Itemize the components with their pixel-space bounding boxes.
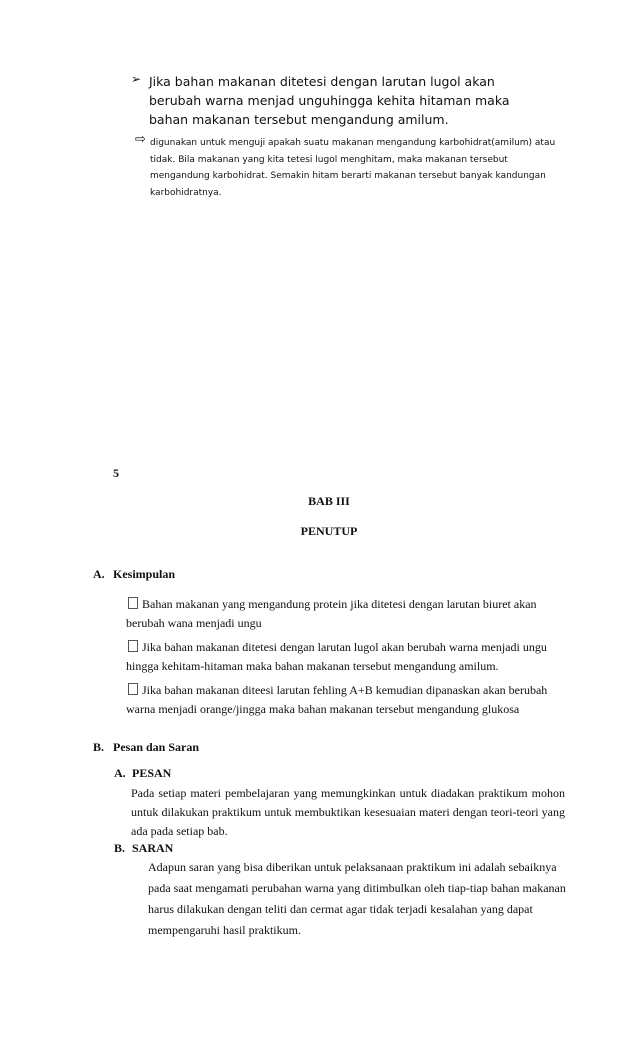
arrowhead-bullet-icon: ➢ [131,72,142,86]
bullet-text-purpose: digunakan untuk menguji apakah suatu makanan mengandung karbohidrat(amilum) atau tidak. Bila makanan yang kita tetesi lugol menghitam, maka makanan tersebut mengandung karbohidrat. Semakin hitam berarti makanan tersebut banyak kandungan karbohidratnya. [150,138,556,198]
missing-glyph-icon [128,683,138,695]
pesan-paragraph: Pada setiap materi pembelajaran yang memungkinkan untuk diadakan praktikum mohon untuk dilakukan praktikum untuk membuktikan kesesuaian materi dengan teori-teori yang ada pada setiap bab. [131,786,565,838]
chapter-title-text: PENUTUP [300,524,358,538]
section-heading-pesan-saran [93,740,199,755]
chapter-title [0,524,638,539]
saran-paragraph: Adapun saran yang bisa diberikan untuk pelaksanaan praktikum ini adalah sebaiknya pada saat mengamati perubahan warna yang ditimbulkan oleh tiap-tiap bahan makanan harus dilakukan dengan teliti dan cermat agar tidak terjadi kesalahan yang dapat mempengaruhi hasil praktikum. [148,860,566,937]
section-title: Kesimpulan [113,567,176,581]
section-heading-kesimpulan [93,567,175,582]
arrow-bullet-icon: ⇨ [135,132,146,147]
conclusion-text: Jika bahan makanan ditetesi dengan larutan lugol akan berubah warna menjadi ungu hingga kehitam-hitaman maka bahan makanan tersebut mengandung amilum. [126,640,547,673]
chapter-label-text: BAB III [308,494,350,508]
subheading-pesan [114,766,171,781]
section-letter: A. [93,567,105,581]
conclusion-text: Jika bahan makanan diteesi larutan fehling A+B kemudian dipanaskan akan berubah warna menjadi orange/jingga maka bahan makanan tersebut mengandung glukosa [126,683,548,716]
section-letter: B. [93,740,105,754]
subsection-letter: A. [114,766,126,780]
subheading-saran [114,841,173,856]
conclusion-item [126,638,576,676]
missing-glyph-icon [128,597,138,609]
conclusion-item [126,595,566,633]
page-number: 5 [113,466,119,480]
conclusion-item [126,681,566,719]
section-title: Pesan dan Saran [113,740,200,754]
chapter-label [0,494,638,509]
subsection-title: SARAN [132,841,174,855]
bullet-text-lugol: Jika bahan makanan ditetesi dengan larutan lugol akan berubah warna menjad unguhingga kehita hitaman maka bahan makanan tersebut mengandung amilum. [149,74,510,127]
missing-glyph-icon [128,640,138,652]
conclusion-text: Bahan makanan yang mengandung protein jika ditetesi dengan larutan biuret akan berubah wana menjadi ungu [126,597,537,630]
subsection-letter: B. [114,841,126,855]
subsection-title: PESAN [132,766,172,780]
